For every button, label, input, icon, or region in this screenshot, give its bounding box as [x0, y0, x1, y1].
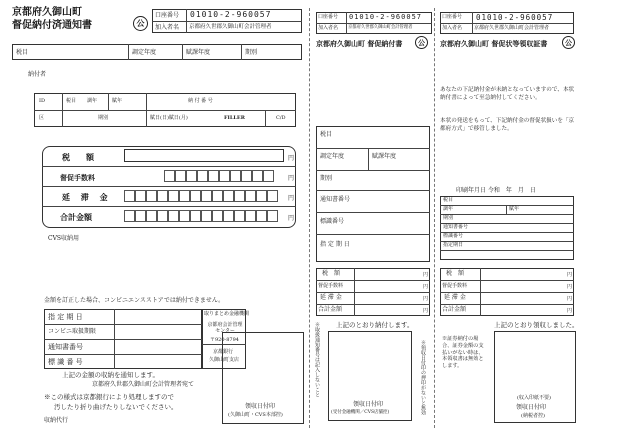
panel3-yen-2: 円 [567, 284, 573, 290]
panel1-ocr-year: 調年 [87, 98, 98, 104]
panel1-ocr-term: 期別 [98, 115, 109, 121]
panel1-yen-2: 円 [288, 175, 295, 182]
panel1-date-stamp-box [222, 332, 304, 424]
panel2-date-stamp-sub: (受付金融機関／CVS店舗控) [331, 410, 390, 415]
panel3-field-code-no: 標識番号 [443, 233, 464, 239]
panel1-fee-cells [164, 170, 274, 182]
panel3-code-label: 口座番号 [442, 14, 463, 20]
panel3-date-stamp-label: 領収日付印 [516, 404, 547, 411]
panel3-amt-fee: 督促手数料 [442, 283, 468, 289]
panel1-ocr-ward: 区 [39, 115, 45, 121]
panel2-amt-late: 延 滞 金 [320, 294, 342, 301]
panel1-yen-4: 円 [288, 215, 295, 222]
panel3-payee-label: 加入者名 [442, 25, 463, 31]
panel1-amt-late: 延 滞 金 [62, 192, 112, 202]
panel3-yen-1: 円 [567, 272, 573, 278]
panel1-ocr-tax-year: 賦年 [112, 98, 123, 104]
panel3-date-stamp-sub: (納税者控) [521, 413, 545, 419]
panel2-field-deadline: 指 定 期 日 [320, 241, 350, 248]
panel1-ocr-cd: C/D [276, 115, 286, 121]
panel3-field-notice-no: 通知書番号 [443, 224, 469, 230]
panel2-official-stamp: 公 [415, 36, 428, 49]
panel2-date-stamp-label: 領収日付印 [353, 401, 384, 408]
panel1-center-zip: 〒920-8794 [210, 337, 239, 343]
panel1-center-branch: 京都銀行 [213, 349, 234, 355]
panel1-code-value: 01010-2-960057 [190, 10, 272, 19]
panel2-field-tax-year: 賦課年度 [372, 153, 397, 160]
panel3-notice2: 本状の発送をもって、下記納付金の督促状扱いを「京都府方式」で移管しました。 [440, 118, 575, 133]
panel2-payee-label: 加入者名 [318, 25, 339, 31]
panel1-date-stamp-label: 領収日付印 [245, 403, 276, 410]
panel1-date-stamp-sub: (久御山町・CVS本部控) [228, 412, 283, 418]
panel2-side-note2: ※領収日付印の押印がないと無効 [420, 340, 426, 415]
panel1-info-cvs: コンビニ取扱期限 [48, 328, 97, 335]
panel2-side-note: ※取扱通知番号は記入しないこと [314, 322, 320, 397]
panel1-cvs-note: CVS収納用 [48, 235, 80, 242]
panel1-center-name: 京都府会計管理センター [207, 322, 243, 334]
panel1-col-term: 期別 [245, 49, 258, 56]
panel3-amt-total: 合計金額 [442, 306, 467, 313]
panel3-amt-late: 延 滞 金 [444, 294, 466, 301]
panel1-yen-1: 円 [288, 155, 295, 162]
panel3-yen-4: 円 [567, 308, 573, 314]
panel2-yen-3: 円 [423, 296, 429, 302]
panel2-yen-4: 円 [423, 308, 429, 314]
panel1-title-line2: 督促納付済通知書 [12, 20, 92, 31]
panel1-tax-field [124, 149, 284, 162]
panel1-amt-fee: 督促手数料 [60, 173, 95, 182]
panel1-center-title: 取りまとめ金融機関 [204, 311, 250, 317]
panel1-footnote2: 汚したり折り曲げたりしないでください。 [54, 403, 178, 411]
panel3-field-deadline: 指定期日 [443, 242, 464, 248]
panel2-paid-text: 上記のとおり納付します。 [336, 321, 414, 329]
panel3-payee-value: 京都府久世郡久御山町会計管理者 [474, 25, 550, 31]
panel1-yen-3: 円 [288, 195, 295, 202]
panel1-header-row [12, 44, 302, 60]
panel1-total-cells [124, 210, 278, 222]
panel1-ocr-id: ID [39, 98, 45, 104]
panel3-date-stamp-note: (収入印紙不要) [517, 395, 551, 401]
panel1-info-notice-no: 通知書番号 [48, 343, 83, 351]
panel3-received-text: 上記のとおり領収しました。 [494, 321, 579, 329]
panel1-col-item: 税目 [16, 49, 29, 56]
panel3-code-value: 01010-2-960057 [476, 13, 554, 22]
panel3-side-note: ※証券納付の場合、証券金額の支払いがない時は、本領収書は無効とします。 [442, 336, 484, 369]
panel2-field-year: 調定年度 [320, 153, 345, 160]
panel1-title-line1: 京都府久御山町 [12, 7, 82, 18]
panel1-ocr-item: 税目 [66, 98, 77, 104]
panel2-amt-tax: 税 額 [322, 270, 341, 277]
panel1-amt-tax: 税 額 [62, 152, 98, 162]
panel1-info-code-no: 標 識 番 号 [48, 358, 83, 366]
panel3-field-term: 期別 [443, 215, 454, 221]
panel2-field-item: 税目 [320, 131, 333, 138]
panel1-center-branch2: 久御山町支店 [209, 357, 240, 363]
panel1-col-tax-year: 賦課年度 [186, 49, 211, 56]
panel3-notice1: あなたの下記納付金が未納となっていますので、本状納付書によって至急納付してください。 [440, 87, 575, 102]
panel3-official-stamp: 公 [562, 36, 575, 49]
panel1-payee-label: 加入者名 [155, 24, 180, 31]
panel1-late-cells [124, 190, 278, 202]
panel2-code-value: 01010-2-960057 [349, 13, 423, 21]
panel1-code-label: 口座番号 [155, 12, 180, 19]
panel1-ocr-date: 賦日(日)賦日(月) [150, 115, 188, 121]
panel1-receipt-text: 上記の金額の収納を通知します。 [62, 371, 159, 379]
panel1-official-stamp: 公 [133, 16, 148, 31]
panel2-field-notice-no: 通知書番号 [320, 196, 351, 203]
panel2-field-term: 期別 [320, 175, 333, 182]
panel3-issue-date: 印刷年月日 令和 年 月 日 [456, 187, 536, 194]
panel1-footnote1: ※この様式は京都銀行により処理しますので [44, 393, 174, 401]
perforation-1 [309, 8, 310, 428]
panel1-ocr-filler: FILLER [224, 115, 245, 121]
panel2-yen-2: 円 [423, 284, 429, 290]
panel1-col-year: 調定年度 [132, 49, 157, 56]
panel2-title: 京都府久御山町 督促納付書 [316, 39, 403, 48]
panel3-field-tax-year: 賦年 [509, 206, 520, 212]
panel3-field-item: 税目 [443, 197, 454, 203]
panel2-payee-value: 京都府久世郡久御山町会計管理者 [348, 25, 413, 30]
panel2-yen-1: 円 [423, 272, 429, 278]
panel1-correction-note: 金額を訂正した場合、コンビニエンスストアでは納付できません。 [44, 297, 225, 304]
panel2-code-label: 口座番号 [318, 14, 339, 20]
panel1-payee-value: 京都府久世郡久御山町会計管理者 [189, 24, 272, 30]
panel1-payer-label: 納付者 [28, 71, 47, 78]
panel1-amt-total: 合計金額 [60, 212, 92, 222]
panel3-field-year: 調年 [443, 206, 454, 212]
panel2-field-code-no: 標識番号 [320, 218, 345, 225]
panel1-ocr-number: 納 付 番 号 [188, 98, 213, 104]
panel1-receipt-office: 京都府久世郡久御山町会計管理者宛て [92, 381, 195, 388]
panel2-amt-fee: 督促手数料 [318, 283, 344, 289]
panel3-yen-3: 円 [567, 296, 573, 302]
panel2-amt-total: 合計金額 [318, 306, 343, 313]
panel3-amt-tax: 税 額 [446, 270, 465, 277]
perforation-2 [434, 8, 435, 428]
panel3-title: 京都府久御山町 督促状等領収証書 [440, 39, 548, 48]
panel1-collector-label: 収納代行 [44, 417, 69, 424]
panel1-info-deadline: 指 定 期 日 [48, 313, 83, 321]
